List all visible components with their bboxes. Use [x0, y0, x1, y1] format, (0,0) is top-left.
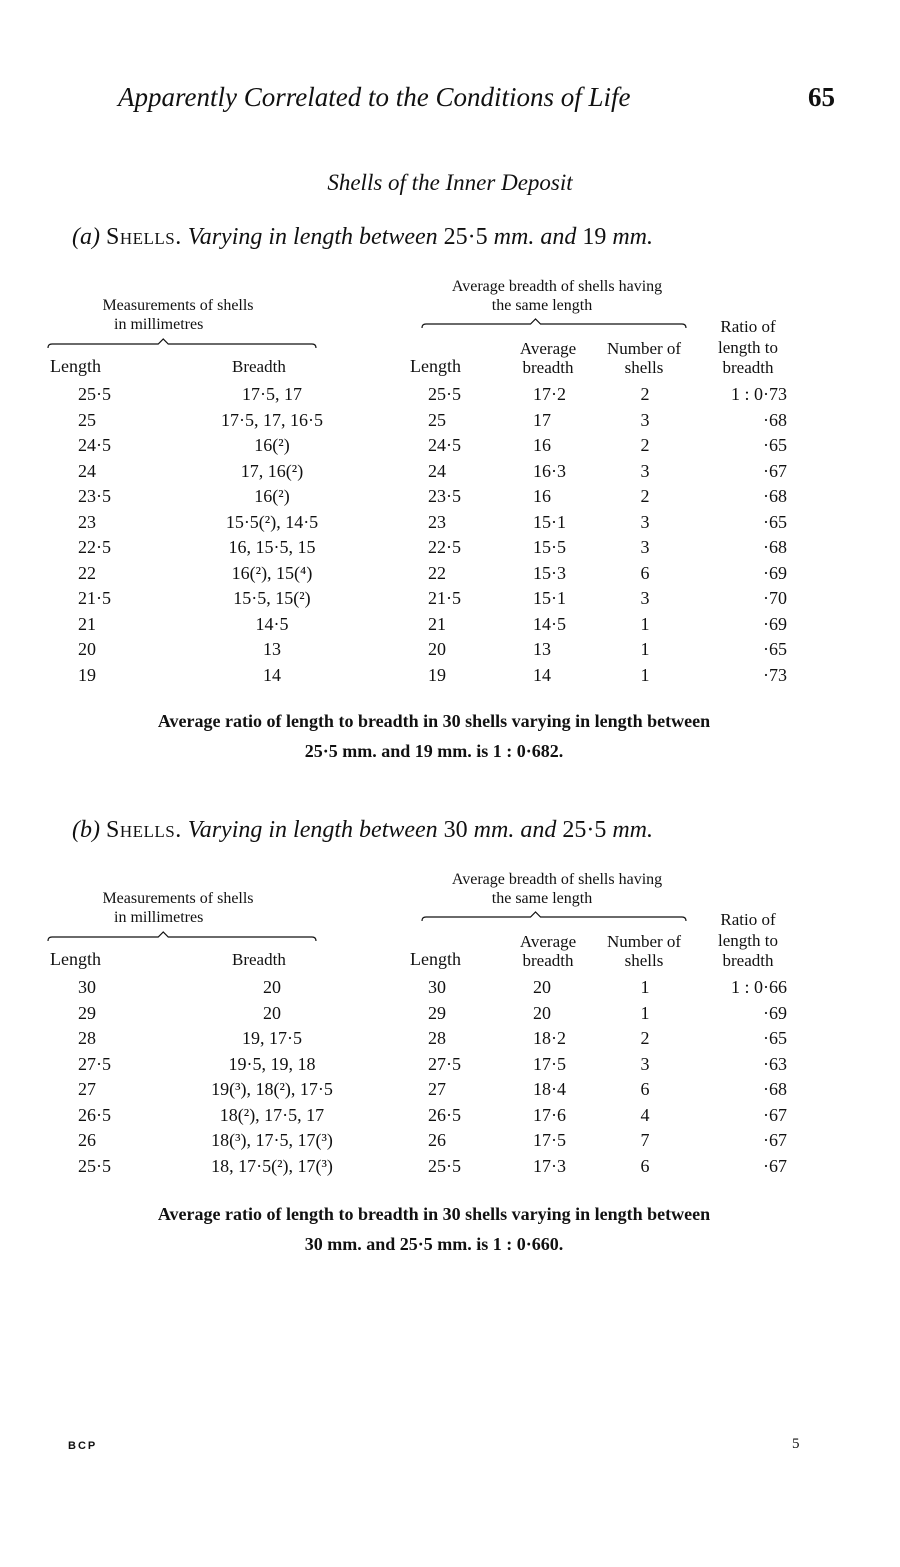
summary-line-1: Average ratio of length to breadth in 30 shells varying in length between — [157, 711, 711, 731]
cell-ratio: ·65 — [763, 435, 787, 455]
cell-length-2: 23·5 — [428, 486, 461, 506]
cell-length-2: 26·5 — [428, 1104, 461, 1125]
cell-length: 25 — [78, 409, 96, 430]
col-avg-line2: breadth — [522, 358, 574, 377]
cell-avg: 20 — [533, 1002, 551, 1023]
group-right-line1: Average breadth of shells having — [451, 278, 663, 295]
cell-avg: 17 — [533, 409, 551, 430]
cell-ratio: ·65 — [763, 511, 787, 532]
summary-line-2: 25·5 mm. and 19 mm. is 1 : 0·682. — [304, 741, 564, 761]
cell-length: 23 — [78, 511, 96, 532]
cell-length: 27 — [78, 1079, 96, 1099]
cell-ratio: ·63 — [763, 1053, 787, 1074]
cell-ratio: ·68 — [763, 486, 787, 506]
right-group-brace — [420, 318, 688, 332]
section-desc-3: mm. — [612, 817, 654, 843]
section-num-1: 25·5 — [443, 224, 488, 250]
cell-ratio: ·69 — [763, 562, 787, 583]
section-num-2: 19 — [582, 224, 607, 250]
cell-avg: 15·5 — [533, 537, 566, 557]
cell-length-2: 30 — [428, 977, 446, 997]
cell-length-2: 21 — [428, 613, 446, 634]
group-left-line2: in millimetres — [114, 316, 204, 333]
cell-count: 1 — [640, 639, 650, 659]
cell-breadth: 18(²), 17·5, 17 — [219, 1104, 325, 1125]
cell-count: 1 — [640, 977, 650, 997]
section-shells-word: Shells. — [105, 224, 182, 250]
cell-ratio: ·67 — [763, 1155, 787, 1176]
cell-count: 2 — [640, 384, 650, 404]
cell-ratio: ·65 — [763, 639, 787, 659]
col-breadth: Breadth — [232, 950, 286, 969]
cell-count: 7 — [640, 1130, 650, 1150]
col-count-line1: Number of — [606, 339, 682, 358]
section-heading — [72, 224, 653, 251]
cell-ratio: ·73 — [763, 664, 787, 685]
cell-length: 22·5 — [78, 537, 111, 557]
cell-breadth: 19(³), 18(²), 17·5 — [211, 1079, 333, 1099]
col-length-2: Length — [410, 356, 461, 376]
cell-ratio: ·70 — [763, 588, 787, 608]
left-group-brace — [46, 931, 318, 945]
cell-length: 25·5 — [78, 384, 111, 404]
cell-count: 2 — [640, 486, 650, 506]
page-number: 65 — [808, 82, 835, 112]
section-desc-2: mm. and — [493, 224, 577, 250]
section-label: (a) — [72, 224, 100, 250]
cell-count: 2 — [640, 435, 650, 455]
cell-length: 30 — [78, 977, 96, 997]
cell-length-2: 25·5 — [428, 1155, 461, 1176]
cell-breadth: 13 — [263, 639, 281, 659]
cell-length: 26 — [78, 1130, 96, 1150]
cell-avg: 17·6 — [533, 1104, 566, 1125]
cell-length-2: 28 — [428, 1028, 446, 1048]
cell-avg: 17·3 — [533, 1155, 566, 1176]
cell-avg: 15·1 — [533, 511, 566, 532]
cell-length-2: 23 — [428, 511, 446, 532]
cell-length: 21·5 — [78, 588, 111, 608]
cell-avg: 16 — [533, 435, 551, 455]
col-length: Length — [50, 949, 101, 969]
cell-ratio: ·69 — [763, 613, 787, 634]
cell-breadth: 16(²) — [254, 435, 290, 455]
col-avg-line1: Average — [519, 932, 577, 951]
cell-breadth: 19·5, 19, 18 — [228, 1053, 316, 1074]
cell-length: 28 — [78, 1028, 96, 1048]
cell-breadth: 18(³), 17·5, 17(³) — [211, 1130, 333, 1150]
cell-avg: 17·5 — [533, 1130, 566, 1150]
footer-signature: BCP — [68, 1440, 98, 1452]
cell-avg: 13 — [533, 639, 551, 659]
group-left-line2: in millimetres — [114, 909, 204, 926]
col-count-line2: shells — [624, 951, 664, 970]
cell-count: 3 — [640, 409, 650, 430]
cell-ratio: 1 : 0·73 — [731, 384, 787, 404]
col-ratio-line2: length to — [718, 338, 778, 357]
cell-count: 1 — [640, 664, 650, 685]
cell-length-2: 25·5 — [428, 384, 461, 404]
right-group-brace — [420, 911, 688, 925]
cell-length: 24 — [78, 460, 96, 481]
cell-avg: 15·3 — [533, 562, 566, 583]
cell-length: 26·5 — [78, 1104, 111, 1125]
cell-avg: 14 — [533, 664, 551, 685]
col-avg-line2: breadth — [522, 951, 574, 970]
cell-ratio: 1 : 0·66 — [731, 977, 787, 997]
col-count-line2: shells — [624, 358, 664, 377]
cell-avg: 20 — [533, 977, 551, 997]
col-ratio-line3: breadth — [722, 358, 774, 377]
cell-length: 21 — [78, 613, 96, 634]
cell-length: 23·5 — [78, 486, 111, 506]
col-length: Length — [50, 356, 101, 376]
cell-breadth: 15·5(²), 14·5 — [225, 511, 319, 532]
cell-avg: 18·4 — [533, 1079, 566, 1099]
cell-breadth: 16(²), 15(⁴) — [231, 562, 313, 583]
cell-breadth: 17, 16(²) — [240, 460, 304, 481]
cell-breadth: 20 — [263, 1002, 281, 1023]
cell-avg: 18·2 — [533, 1028, 566, 1048]
section-heading — [72, 817, 653, 844]
cell-breadth: 17·5, 17, 16·5 — [221, 409, 323, 430]
cell-avg: 16·3 — [533, 460, 566, 481]
cell-length-2: 29 — [428, 1002, 446, 1023]
cell-length-2: 27 — [428, 1079, 446, 1099]
summary-line-2: 30 mm. and 25·5 mm. is 1 : 0·660. — [304, 1234, 564, 1254]
section-label: (b) — [72, 817, 100, 843]
col-ratio-line2: length to — [718, 931, 778, 950]
col-ratio-line1: Ratio of — [720, 317, 776, 336]
cell-breadth: 17·5, 17 — [242, 384, 302, 404]
cell-count: 3 — [640, 511, 650, 532]
cell-ratio: ·68 — [763, 409, 787, 430]
cell-ratio: ·67 — [763, 1104, 787, 1125]
cell-breadth: 14 — [263, 664, 281, 685]
cell-breadth: 16(²) — [254, 486, 290, 506]
group-left-line1: Measurements of shells — [102, 297, 254, 314]
cell-length: 22 — [78, 562, 96, 583]
cell-length: 29 — [78, 1002, 96, 1023]
cell-length-2: 20 — [428, 639, 446, 659]
running-header: Apparently Correlated to the Conditions of Life — [118, 82, 631, 112]
section-num-2: 25·5 — [562, 817, 607, 843]
footer-number: 5 — [792, 1436, 800, 1452]
cell-count: 1 — [640, 613, 650, 634]
group-right-line1: Average breadth of shells having — [451, 871, 663, 888]
cell-length-2: 25 — [428, 409, 446, 430]
cell-ratio: ·65 — [763, 1028, 787, 1048]
cell-length-2: 19 — [428, 664, 446, 685]
cell-count: 3 — [640, 537, 650, 557]
cell-length-2: 22 — [428, 562, 446, 583]
cell-length: 25·5 — [78, 1155, 111, 1176]
cell-length: 20 — [78, 639, 96, 659]
cell-breadth: 18, 17·5(²), 17(³) — [211, 1155, 333, 1176]
group-right-line2: the same length — [491, 297, 593, 314]
cell-count: 6 — [640, 1079, 650, 1099]
cell-breadth: 16, 15·5, 15 — [228, 537, 316, 557]
section-desc-1: Varying in length between — [187, 817, 438, 843]
cell-count: 6 — [640, 562, 650, 583]
cell-length: 27·5 — [78, 1053, 111, 1074]
cell-count: 4 — [640, 1104, 650, 1125]
cell-ratio: ·68 — [763, 537, 787, 557]
cell-ratio: ·69 — [763, 1002, 787, 1023]
group-right-line2: the same length — [491, 890, 593, 907]
cell-breadth: 15·5, 15(²) — [233, 588, 311, 608]
page-subtitle: Shells of the Inner Deposit — [327, 170, 573, 195]
summary-line-1: Average ratio of length to breadth in 30 shells varying in length between — [157, 1204, 711, 1224]
cell-count: 6 — [640, 1155, 650, 1176]
cell-length: 19 — [78, 664, 96, 685]
cell-count: 3 — [640, 588, 650, 608]
cell-breadth: 14·5 — [255, 613, 289, 634]
cell-ratio: ·67 — [763, 460, 787, 481]
col-count-line1: Number of — [606, 932, 682, 951]
cell-ratio: ·67 — [763, 1130, 787, 1150]
col-length-2: Length — [410, 949, 461, 969]
cell-avg: 15·1 — [533, 588, 566, 608]
cell-length-2: 22·5 — [428, 537, 461, 557]
cell-length-2: 21·5 — [428, 588, 461, 608]
cell-count: 3 — [640, 1053, 650, 1074]
col-ratio-line1: Ratio of — [720, 910, 776, 929]
cell-breadth: 19, 17·5 — [242, 1028, 302, 1048]
cell-count: 2 — [640, 1028, 650, 1048]
section-num-1: 30 — [443, 817, 468, 843]
cell-avg: 14·5 — [533, 613, 566, 634]
cell-length-2: 24 — [428, 460, 446, 481]
cell-count: 1 — [640, 1002, 650, 1023]
cell-avg: 17·5 — [533, 1053, 566, 1074]
section-desc-2: mm. and — [473, 817, 557, 843]
cell-length: 24·5 — [78, 435, 111, 455]
cell-length-2: 24·5 — [428, 435, 461, 455]
section-desc-3: mm. — [612, 224, 654, 250]
left-group-brace — [46, 338, 318, 352]
cell-ratio: ·68 — [763, 1079, 787, 1099]
section-desc-1: Varying in length between — [187, 224, 438, 250]
cell-breadth: 20 — [263, 977, 281, 997]
cell-count: 3 — [640, 460, 650, 481]
group-left-line1: Measurements of shells — [102, 890, 254, 907]
col-ratio-line3: breadth — [722, 951, 774, 970]
col-breadth: Breadth — [232, 357, 286, 376]
cell-avg: 17·2 — [533, 384, 566, 404]
section-shells-word: Shells. — [105, 817, 182, 843]
cell-length-2: 26 — [428, 1130, 446, 1150]
cell-length-2: 27·5 — [428, 1053, 461, 1074]
cell-avg: 16 — [533, 486, 551, 506]
col-avg-line1: Average — [519, 339, 577, 358]
